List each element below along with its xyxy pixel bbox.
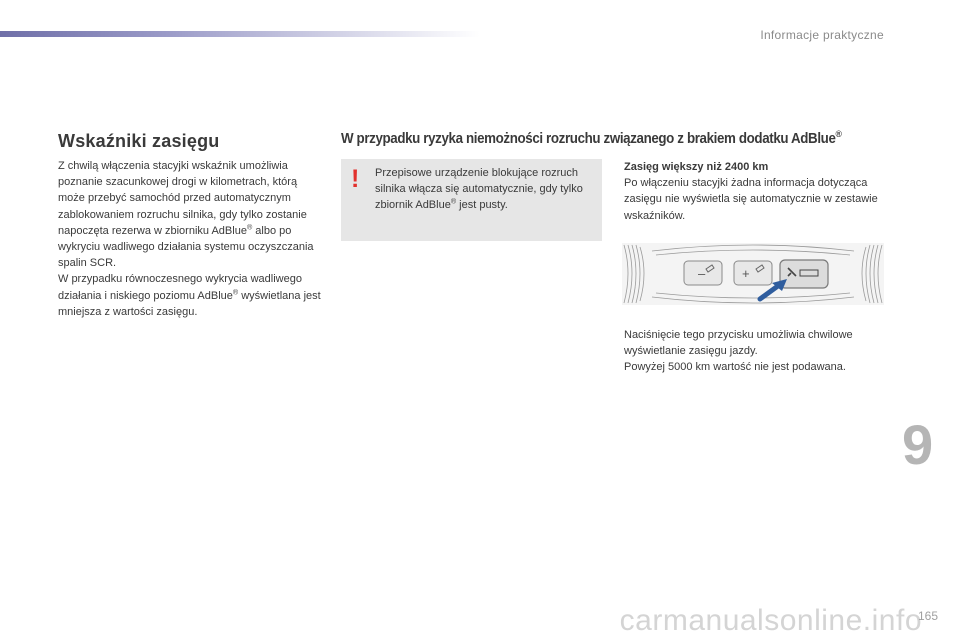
range-title: Zasięg większy niż 2400 km — [624, 161, 769, 173]
chapter-number: 9 — [902, 413, 934, 476]
exclamation-icon: ! — [351, 165, 360, 193]
minus-label: – — [698, 266, 706, 281]
left-paragraph-1: Z chwilą włączenia stacyjki wskaźnik umożliwia poznanie szacunkowej drogi w kilometrach, którą może przebyć samochód przed automatycznym zablokowaniem rozruchu silnika, gdy tylko zostanie napoczęta rezerwa w zbiorniku AdBlue® albo po wykryciu wadliwego działania systemu oczyszczania spalin SCR. — [58, 160, 314, 270]
watermark: carmanualsonline.info — [619, 604, 922, 637]
right-heading — [341, 128, 856, 147]
steering-wheel-buttons-illustration — [622, 243, 884, 305]
button-description — [624, 327, 894, 376]
trip-computer-button — [780, 260, 828, 288]
warning-box — [341, 159, 602, 241]
range-info — [624, 159, 894, 224]
warning-text: Przepisowe urządzenie blokujące rozruch silnika włącza się automatycznie, gdy tylko zbiornik AdBlue® jest pusty. — [375, 167, 583, 212]
button-description-1: Naciśnięcie tego przycisku umożliwia chwilowe wyświetlanie zasięgu jazdy. — [624, 329, 853, 358]
plus-label: + — [742, 266, 750, 281]
left-heading: Wskaźniki zasięgu — [58, 131, 220, 151]
section-title: Informacje praktyczne — [760, 28, 884, 42]
registered-mark: ® — [835, 128, 842, 140]
range-text: Po włączeniu stacyjki żadna informacja dotycząca zasięgu nie wyświetla się automatycznie w zestawie wskaźników. — [624, 177, 878, 222]
left-body — [58, 158, 326, 320]
page-number: 165 — [917, 609, 938, 623]
header-gradient-bar — [0, 31, 480, 37]
right-heading-text: W przypadku ryzyka niemożności rozruchu związanego z brakiem dodatku AdBlue — [341, 131, 836, 147]
left-paragraph-2: W przypadku równoczesnego wykrycia wadliwego działania i niskiego poziomu AdBlue® wyświetlana jest mniejsza z wartości zasięgu. — [58, 273, 321, 318]
button-description-2: Powyżej 5000 km wartość nie jest podawana. — [624, 361, 846, 374]
